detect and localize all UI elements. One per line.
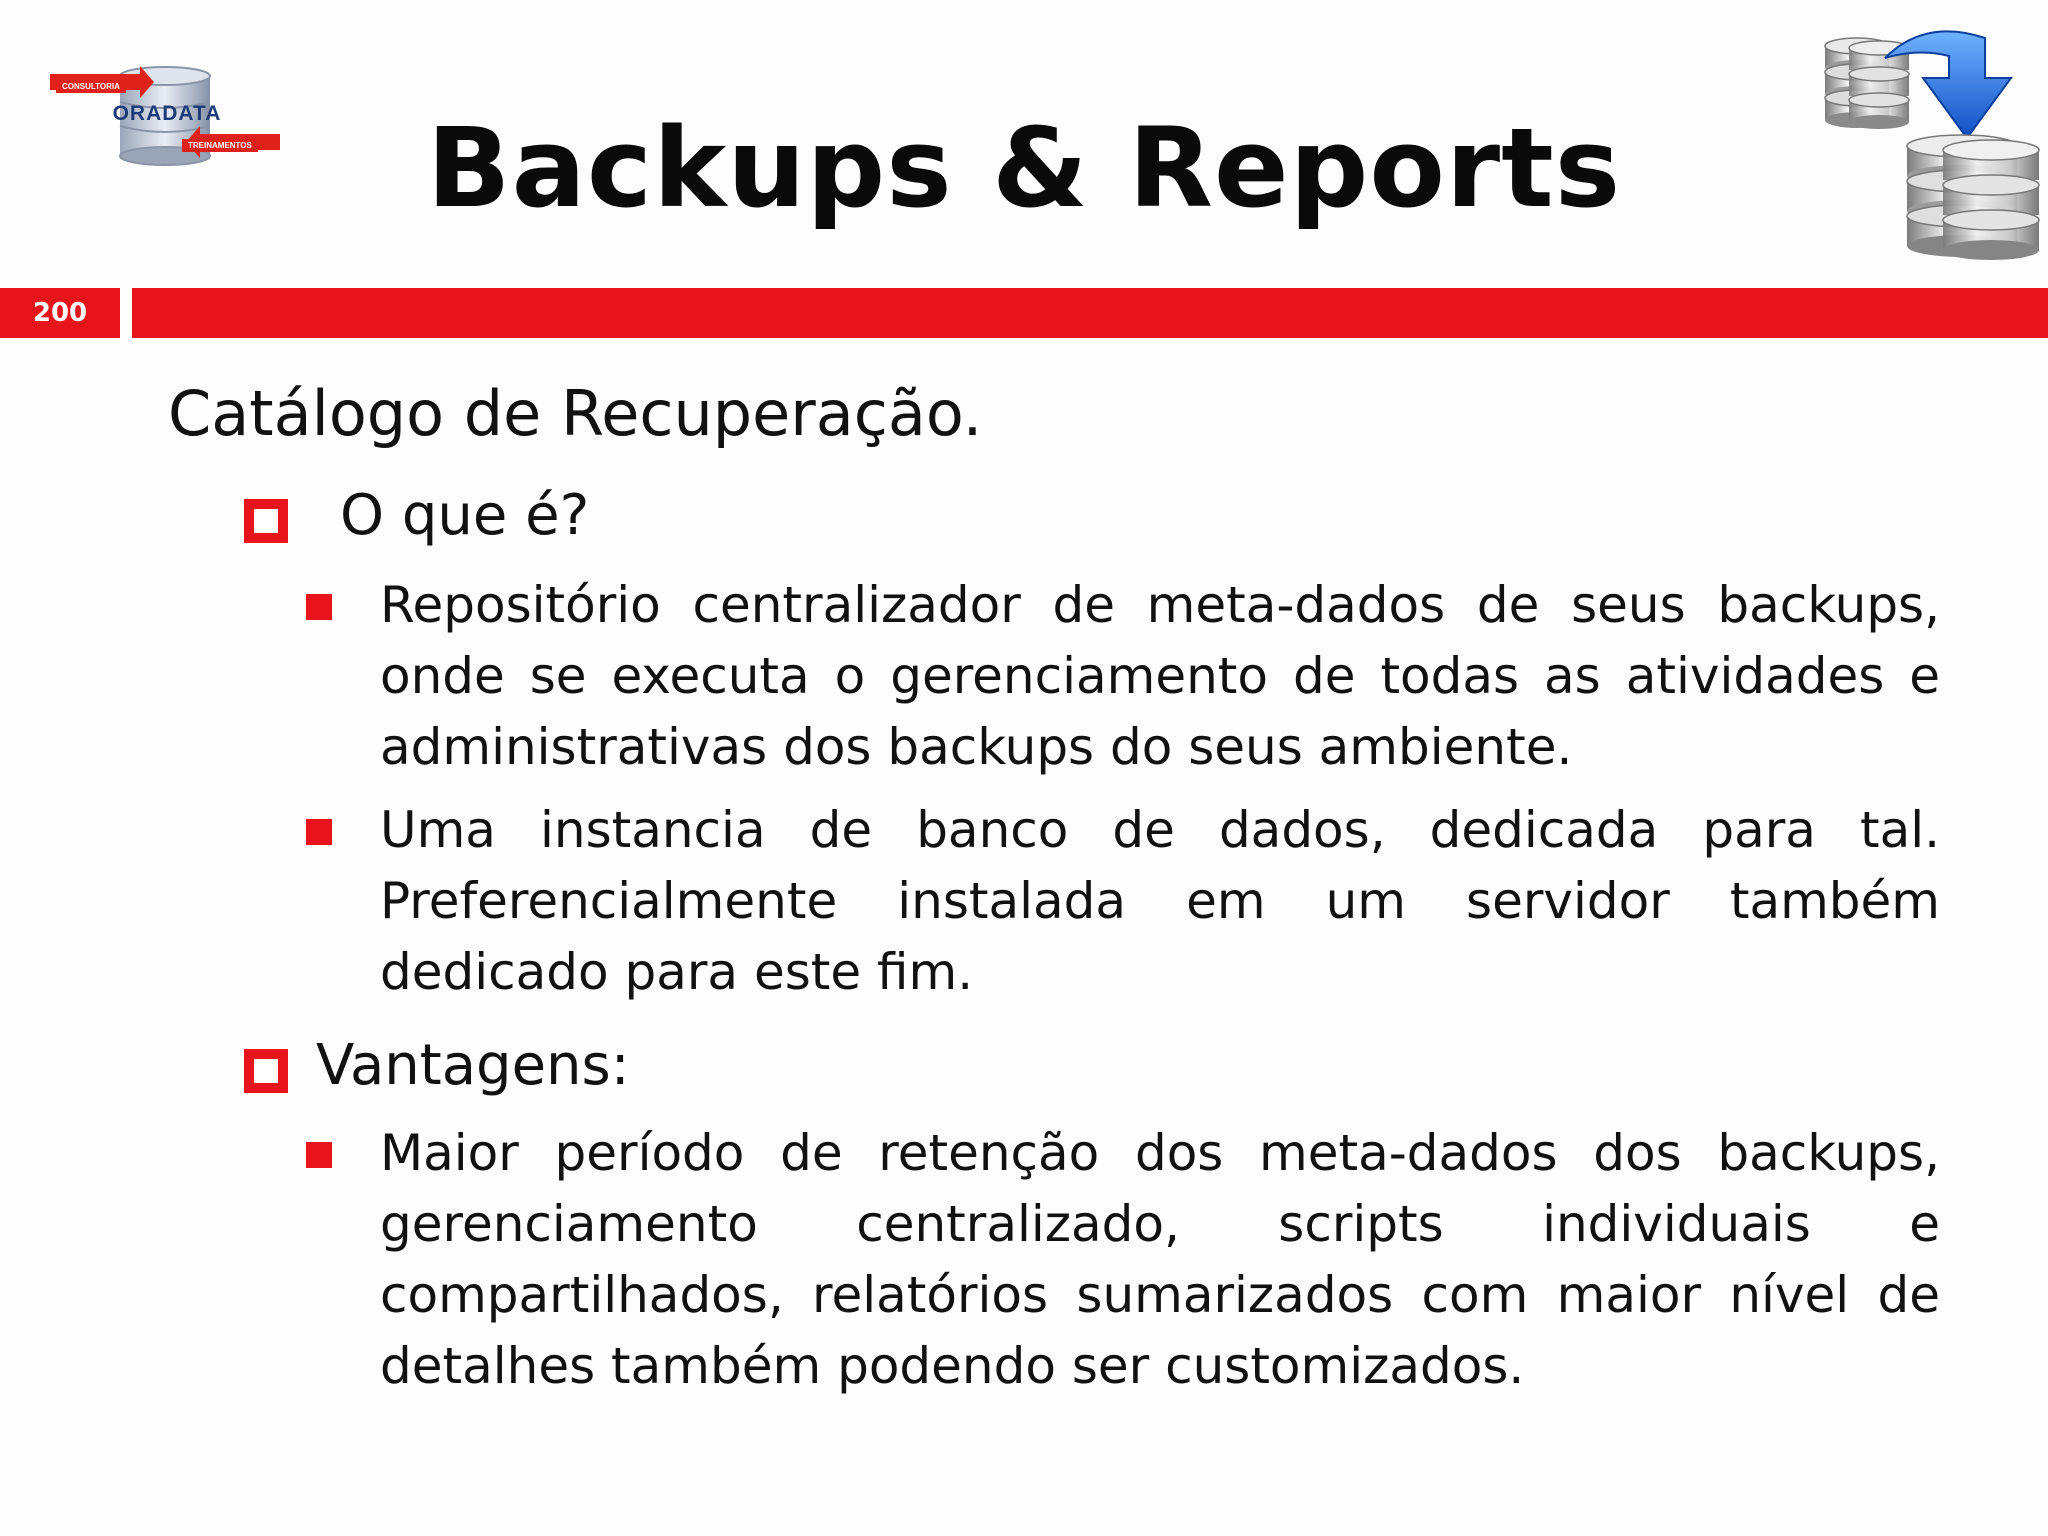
header-divider-bar (132, 288, 2048, 338)
logo-name: ORADATA (112, 102, 222, 125)
outlined-square-bullet-icon (244, 1049, 288, 1093)
logo-tag-consultoria: CONSULTORIA (56, 80, 126, 93)
slide-number-box (0, 288, 120, 338)
list-item-advantages: Maior período de retenção dos meta-dados dos backups, gerenciamento centralizado, scripts individuais e compartilhados, relatórios sumarizados com maior nível de detalhes também podendo ser customizados. (380, 1124, 1940, 1395)
list-item-repository: Repositório centralizador de meta-dados de seus backups, onde se executa o gerenciamento de todas as atividades e administrativas dos backups do seus ambiente. (380, 576, 1940, 776)
slide-number: 200 (32, 298, 88, 328)
content-heading: Catálogo de Recuperação. (168, 377, 983, 450)
filled-square-bullet-icon (306, 594, 332, 620)
filled-square-bullet-icon (306, 819, 332, 845)
slide-title: Backups & Reports (426, 104, 1622, 232)
database-backup-arrow-icon (1815, 18, 2045, 268)
section-label-advantages: Vantagens: (316, 1033, 630, 1098)
logo-tag-treinamentos: TREINAMENTOS (182, 139, 258, 152)
filled-square-bullet-icon (306, 1142, 332, 1168)
section-label-what-is: O que é? (340, 483, 590, 548)
list-item-instance: Uma instancia de banco de dados, dedicada para tal. Preferencialmente instalada em um servidor também dedicado para este fim. (380, 801, 1940, 1001)
outlined-square-bullet-icon (244, 499, 288, 543)
